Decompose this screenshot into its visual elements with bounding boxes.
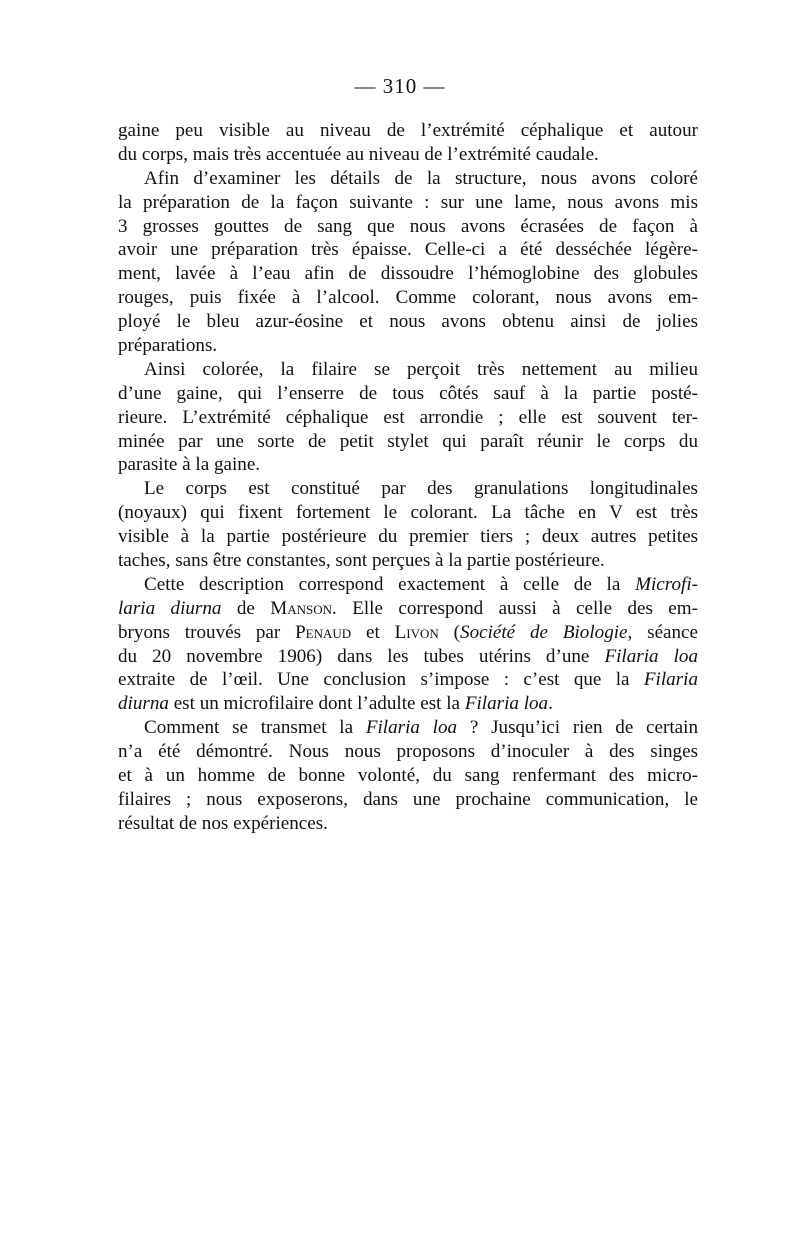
text-segment: Comment se transmet la: [144, 717, 366, 739]
text-segment: et: [351, 621, 395, 643]
text-line: [118, 692, 698, 716]
paragraph: [118, 358, 698, 477]
text-segment: (: [438, 621, 461, 643]
text-segment: rieure. L’extrémité céphalique est arrondie ; elle est souvent ter-: [118, 406, 698, 428]
text-line: [118, 573, 698, 597]
text-line: [118, 453, 698, 477]
text-line: [118, 501, 698, 525]
paragraph: [118, 119, 698, 167]
text-line: [118, 382, 698, 406]
text-line: [118, 788, 698, 812]
italic-text: Filaria: [643, 669, 698, 691]
text-line: [118, 167, 698, 191]
text-line: [118, 621, 698, 645]
text-line: [118, 262, 698, 286]
text-segment: ? Jusqu’ici rien de certain: [457, 717, 698, 739]
text-segment: gaine peu visible au niveau de l’extrémité céphalique et autour: [118, 120, 698, 141]
paragraph: [118, 477, 698, 573]
text-segment: Le corps est constitué par des granulations longitudinales: [144, 478, 698, 500]
text-line: [118, 215, 698, 239]
text-segment: Cette description correspond exactement à celle de la: [144, 573, 636, 595]
text-line: [118, 740, 698, 764]
text-segment: ployé le bleu azur-éosine et nous avons obtenu ainsi de jolies: [118, 311, 698, 333]
italic-text: diurna: [118, 693, 169, 715]
text-segment: d’une gaine, qui l’enserre de tous côtés sauf à la partie posté-: [118, 382, 698, 404]
text-line: [118, 406, 698, 430]
text-line: [118, 716, 698, 740]
text-line: [118, 549, 698, 573]
text-segment: ment, lavée à l’eau afin de dissoudre l’hémoglobine des globules: [118, 263, 698, 285]
text-segment: . Elle correspond aussi à celle des em-: [332, 597, 698, 619]
paragraph: [118, 573, 698, 716]
text-segment: résultat de nos expériences.: [118, 812, 328, 834]
text-segment: la préparation de la façon suivante : sur une lame, nous avons mis: [118, 191, 698, 213]
text-line: [118, 430, 698, 454]
text-segment: rouges, puis fixée à l’alcool. Comme colorant, nous avons em-: [118, 287, 698, 309]
text-line: [118, 191, 698, 215]
text-line: [118, 597, 698, 621]
italic-text: Filaria loa: [464, 693, 549, 715]
small-caps-name: Manson: [270, 597, 333, 619]
text-line: [118, 477, 698, 501]
text-segment: filaires ; nous exposerons, dans une prochaine communication, le: [118, 788, 698, 810]
text-segment: extraite de l’œil. Une conclusion s’impose : c’est que la: [118, 669, 644, 691]
text-line: [118, 238, 698, 262]
page-number: — 310 —: [354, 74, 446, 98]
text-segment: parasite à la gaine.: [118, 454, 261, 476]
text-line: [118, 812, 698, 836]
italic-text: Microfi-: [635, 573, 698, 595]
italic-text: Filaria loa: [365, 717, 458, 739]
text-segment: bryons trouvés par: [118, 621, 296, 643]
italic-text: laria diurna: [118, 597, 222, 619]
text-line: [118, 119, 698, 143]
text-segment: de: [221, 597, 271, 619]
text-segment: du 20 novembre 1906) dans les tubes utérins d’une: [118, 645, 605, 667]
paragraph: [118, 716, 698, 835]
text-segment: est un microfilaire dont l’adulte est la: [168, 693, 465, 715]
italic-text: Société de Biologie: [460, 621, 628, 643]
small-caps-name: Livon: [394, 621, 439, 643]
text-segment: 3 grosses gouttes de sang que nous avons écrasées de façon à: [118, 215, 698, 237]
text-line: [118, 310, 698, 334]
text-segment: Ainsi colorée, la filaire se perçoit très nettement au milieu: [144, 358, 698, 380]
text-segment: taches, sans être constantes, sont perçues à la partie postérieure.: [118, 550, 605, 572]
italic-text: Filaria loa: [604, 645, 698, 667]
text-segment: , séance: [627, 621, 699, 643]
text-line: [118, 286, 698, 310]
text-segment: (noyaux) qui fixent fortement le colorant. La tâche en V est très: [118, 502, 698, 524]
text-segment: .: [548, 693, 553, 715]
text-line: [118, 668, 698, 692]
text-segment: préparations.: [118, 335, 218, 357]
paragraph: [118, 167, 698, 358]
text-segment: n’a été démontré. Nous nous proposons d’inoculer à des singes: [118, 741, 698, 763]
body-text: [118, 119, 698, 836]
text-segment: avoir une préparation très épaisse. Celle-ci a été desséchée légère-: [118, 239, 698, 261]
text-segment: et à un homme de bonne volonté, du sang renfermant des micro-: [118, 765, 698, 787]
text-line: [118, 764, 698, 788]
text-segment: du corps, mais très accentuée au niveau de l’extrémité caudale.: [118, 143, 599, 165]
text-line: [118, 645, 698, 669]
text-segment: visible à la partie postérieure du premier tiers ; deux autres petites: [118, 526, 698, 548]
text-segment: minée par une sorte de petit stylet qui paraît réunir le corps du: [118, 430, 698, 452]
text-line: [118, 358, 698, 382]
small-caps-name: Penaud: [295, 621, 352, 643]
text-line: [118, 334, 698, 358]
text-segment: Afin d’examiner les détails de la structure, nous avons coloré: [144, 167, 698, 189]
text-line: [118, 525, 698, 549]
text-line: [118, 143, 698, 167]
